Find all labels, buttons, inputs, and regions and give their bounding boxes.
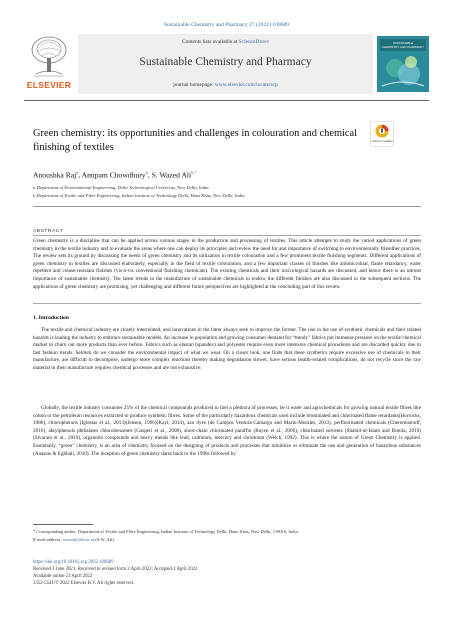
journal-title: Sustainable Chemistry and Pharmacy (139, 56, 312, 68)
author-name[interactable]: S. Wazed Ali (151, 170, 192, 180)
journal-cover-thumbnail[interactable] (377, 36, 429, 92)
elsevier-wordmark: ELSEVIER (26, 80, 72, 90)
abstract-text: Green chemistry is a discipline that can be applied across various stages in the production and processing of textiles. This article attempts to study the varied applications of green chemistry in the textile industry and to evaluate the areas where one can deploy its principles and review the need for and importance of switching to environmentally friendlier practices. The review sets its ground by discussing the needs of green chemistry and its utilization in textile colouration and a few prominent textile finishing segments. Different applications of green chemistry in textiles are discussed elaborately, especially in the field of textile colouration, and a few important classes of finishes like antimicrobial, flame retardancy, water repellent and crease-resistant finishes (vis-à-vis conventional finishing chemicals). The existing chemicals and their toxicological hazards are discussed, and hence there is an utmost importance of sustainable chemistry. The latest trends in the manufacture of sustainable chemicals to endow the different finishes are also discussed in the subsequent sections. The applications of green chemistry are promising, yet challenging and different future perspectives are highlighted at the concluding part of this review. (33, 238, 421, 290)
header-divider (24, 100, 429, 101)
corresponding-author-note: * Corresponding author. Department of Textile and Fibre Engineering, Indian Institute of Technology Delhi, Hauz Khas, New Delhi, 110016, India. (33, 529, 299, 534)
contents-line (78, 39, 373, 45)
homepage-link[interactable]: www.elsevier.com/locate/scp (214, 82, 278, 88)
author-mark[interactable]: b,* (191, 170, 197, 175)
svg-text:CHEMISTRY AND PHARMACY: CHEMISTRY AND PHARMACY (381, 45, 425, 49)
journal-reference[interactable]: Sustainable Chemistry and Pharmacy 27 (2022) 100689 (163, 22, 290, 28)
copyright-notice: 2352-5541/© 2022 Elsevier B.V. All rights reserved. (33, 581, 134, 586)
doi-link[interactable]: https://doi.org/10.1016/j.scp.2022.100689 (33, 560, 114, 565)
article-title: Green chemistry: its opportunities and challenges in colouration and chemical finishing of textiles (33, 128, 358, 153)
body-paragraph: Globally, the textile industry consumes 25% of the chemical compounds produced to fuel a plethora of processes, be it water and agrochemicals for growing natural textile fibres like cotton or the petroleum resources extracted to produce synthetic fibres. Some of the particularly hazardous chemicals used include brominated and chlorinated flame retardants(Horrocks, 1986), chlorophenols (Iglesias et al., 2013)(Jensen, 1996)(Kayi, 2014), azo dyes (de Campos Ventura-Camargo and Marin-Morales, 2013), perfluorinated chemicals (Cheremisinoff, 2016), alkylphenols phthalates chlorobenzenes (Gasperi et al., 2008), short-chain chlorinated paraffin (Bayen et al., 2006), chlorinated solvents (Shahid-ul-Islam and Butola, 2019)(Sivaram et al., 2019), organotin compounds and heavy metals like lead, cadmium, mercury and chromium (Welch, 1992). This is where the notion of Green Chemistry is applied. Essentially, “green” chemistry, is an area of chemistry focused on the designing of products and processes that minimize or eliminate the use and generation of hazardous substances (Anastas & Eghbali, 2010). The inception of green chemistry dates back to the 1990s followed by (33, 405, 421, 457)
homepage-line (78, 82, 373, 88)
affiliation: b Department of Textile and Fibre Engineering, Indian Institute of Technology Delhi, Hauz Khas, New Delhi, India (33, 193, 245, 198)
elsevier-tree-icon (28, 34, 70, 78)
check-for-updates-badge[interactable] (370, 121, 394, 147)
svg-text:SUSTAINABLE: SUSTAINABLE (392, 41, 414, 45)
author-mark[interactable]: b (145, 170, 148, 175)
svg-text:Check for updates: Check for updates (371, 140, 393, 143)
received-dates: Received 3 June 2021; Received in revised form 2 April 2022; Accepted 2 April 2022 (33, 567, 198, 572)
email-label: E-mail address: (33, 537, 63, 542)
contents-prefix: Contents lists available at (182, 39, 239, 45)
journal-header-box (78, 34, 373, 94)
footnote-divider (33, 524, 93, 525)
abstract-end-divider (33, 303, 421, 304)
email-suffix: (S.W. Ali). (94, 537, 115, 542)
body-paragraph: The textile and chemical industry are closely interrelated, and innovations in the latter always seek to improve the former. The rise in the use of synthetic chemicals and their related hazards is leading the industry to embrace sustainable models. An increase in population and growing consumer demand for “trendy” fabrics put immense pressure on the textile chemical market to churn out more products than ever before. Fabrics such as elastan (spandex) and polyester require even more intensive chemical procedures and are discarded quickly due to fast fashion trends. Seldom do we consider the environmental impact of what we wear. On a closer look, one finds that these synthetics require excessive use of chemicals in their manufacture, are difficult to decompose, undergo more complex reactions thereby making degradation slower, have serious health-related complications, do not recycle since the raw material in their manufacture requires chemical processes and are not exhaustive. (33, 327, 421, 371)
abstract-heading: ABSTRACT (33, 229, 64, 234)
homepage-prefix: journal homepage: (173, 82, 215, 88)
abstract-divider (33, 235, 421, 236)
email-note (33, 537, 421, 543)
online-date: Available online 23 April 2022 (33, 574, 93, 579)
email-link[interactable]: wazed@iitd.ac.in (62, 537, 95, 542)
author-list: Anoushka Raj$^a$, Anupam Chowdhury$^b$, S. Wazed Ali$^{b,*}$ (33, 170, 197, 180)
publisher-logo (24, 34, 74, 94)
author-name[interactable]: Anupam Chowdhury (81, 170, 146, 180)
author-name[interactable]: Anoushka Raj (33, 170, 77, 180)
section-heading: 1. Introduction (33, 315, 69, 321)
sciencedirect-link[interactable]: ScienceDirect (238, 39, 269, 45)
journal-cover-icon (377, 36, 429, 92)
section-divider (33, 206, 421, 207)
author-mark[interactable]: a (76, 170, 79, 175)
journal-masthead (24, 34, 429, 94)
check-updates-icon (370, 121, 394, 147)
affiliation: a Department of Environmental Engineering, Delhi Technological University, New Delhi, India (33, 185, 209, 190)
